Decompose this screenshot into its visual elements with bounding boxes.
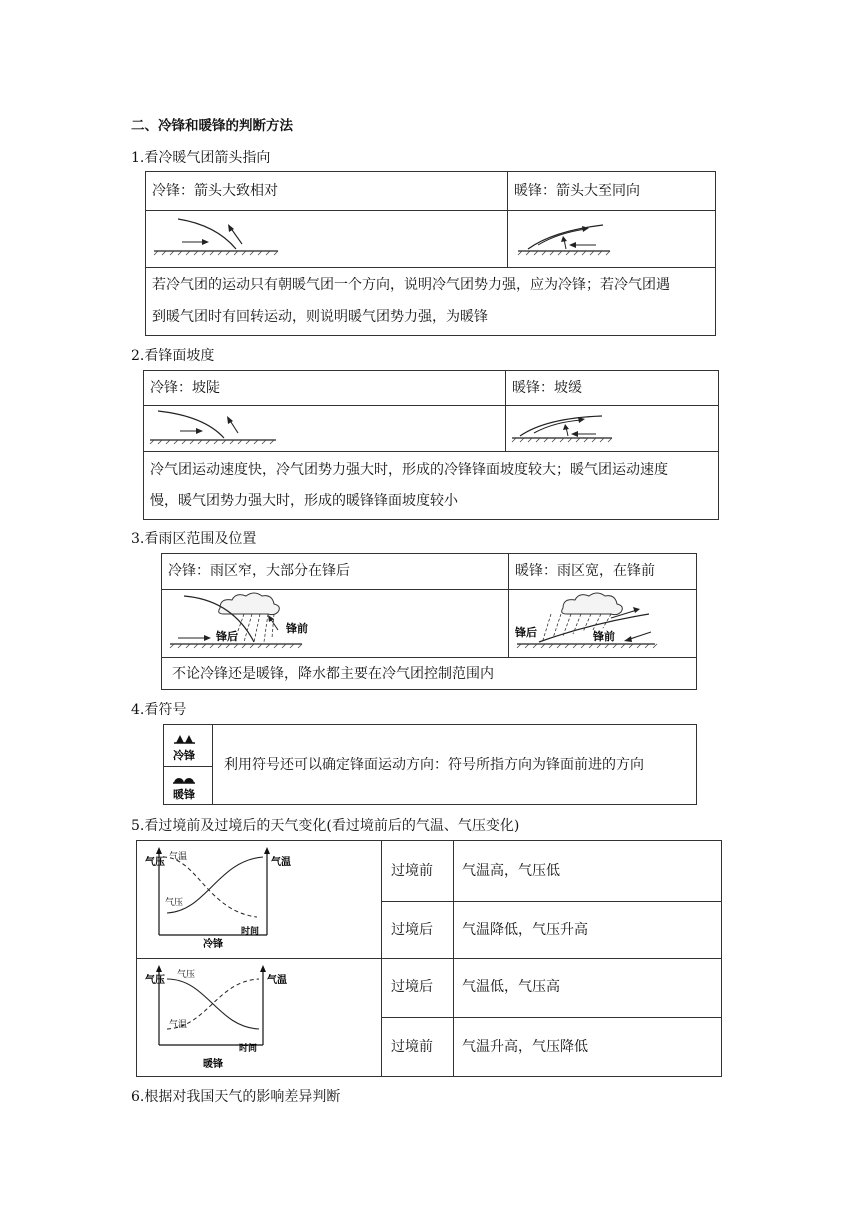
cold-pressure-label: 气压 [165,898,184,908]
table-5 [136,840,722,1077]
note-1-line2: 到暖气团时有回转运动，则说明暖气团势力强，为暖锋 [152,309,488,325]
warm-temp-label: 气温 [169,1020,188,1030]
warm-behind-label: 锋后 [515,626,537,639]
table-2 [143,370,719,520]
table-4 [163,724,697,805]
warm-left-axis: 气压 [145,975,165,986]
warm-pressure-label: 气压 [177,970,196,980]
cold-front-arrow-diagram [146,211,506,267]
cold-front-label: 锋前 [286,622,308,635]
cold-graph-caption: 冷锋 [203,939,223,950]
cold-symbol-label: 冷锋 [173,749,195,762]
warm-front-arrow-diagram [508,211,716,267]
cold-front-rain-diagram [162,590,507,657]
cold-left-axis: 气压 [145,857,165,868]
row-3-desc: 气温低，气压高 [462,979,560,995]
warm-front-symbol-icon [173,778,195,783]
row-1-desc: 气温高，气压低 [462,863,560,879]
note-1-line1: 若冷气团的运动只有朝暖气团一个方向，说明冷气团势力强，应为冷锋；若冷气团遇 [152,277,670,293]
warm-front-label: 锋前 [593,630,615,643]
row-3-phase: 过境后 [391,979,433,995]
warm-graph-caption: 暖锋 [203,1059,223,1070]
cold-x-axis: 时间 [241,927,260,937]
heading-3: 3.看雨区范围及位置 [131,531,257,547]
warm-label-1: 暖锋：箭头大至同向 [514,183,640,199]
cold-behind-label: 锋后 [216,630,238,643]
warm-label-3: 暖锋：雨区宽，在锋前 [515,563,655,579]
row-2-phase: 过境后 [391,922,433,938]
cold-right-axis: 气温 [271,857,291,868]
row-4-desc: 气温升高，气压降低 [462,1039,588,1055]
symbol-text: 利用符号还可以确定锋面运动方向：符号所指方向为锋面前进的方向 [224,757,644,773]
cold-front-symbol-icon [174,735,195,743]
table-3 [161,553,697,690]
note-2-line2: 慢，暖气团势力强大时，形成的暖锋锋面坡度较小 [150,493,458,509]
note-2-line1: 冷气团运动速度快，冷气团势力强大时，形成的冷锋锋面坡度较大；暖气团运动速度 [150,462,668,478]
heading-1: 1.看冷暖气团箭头指向 [131,150,271,166]
table-1 [145,171,716,336]
section-title: 二、冷锋和暖锋的判断方法 [131,118,293,134]
warm-label-2: 暖锋：坡缓 [512,380,582,396]
heading-6: 6.根据对我国天气的影响差异判断 [131,1089,341,1105]
cold-temp-label: 气温 [169,852,188,862]
warm-right-axis: 气温 [267,975,287,986]
warm-front-slope-diagram [506,406,718,451]
cold-label-1: 冷锋：箭头大致相对 [152,183,278,199]
cold-label-3: 冷锋：雨区窄，大部分在锋后 [168,563,350,579]
warm-front-rain-diagram [509,590,697,657]
warm-front-graph [137,959,380,1076]
heading-4: 4.看符号 [131,702,187,718]
note-3: 不论冷锋还是暖锋，降水都主要在冷气团控制范围内 [172,666,494,682]
row-2-desc: 气温降低，气压升高 [462,922,588,938]
heading-5: 5.看过境前及过境后的天气变化(看过境前后的气温、气压变化) [131,818,520,834]
heading-2: 2.看锋面坡度 [131,348,215,364]
cold-front-slope-diagram [144,406,504,451]
row-4-phase: 过境前 [391,1039,433,1055]
front-symbols [164,725,212,804]
warm-x-axis: 时间 [239,1044,258,1054]
warm-symbol-label: 暖锋 [173,788,195,801]
cold-label-2: 冷锋：坡陡 [150,380,220,396]
cold-front-graph [137,841,380,958]
row-1-phase: 过境前 [391,863,433,879]
